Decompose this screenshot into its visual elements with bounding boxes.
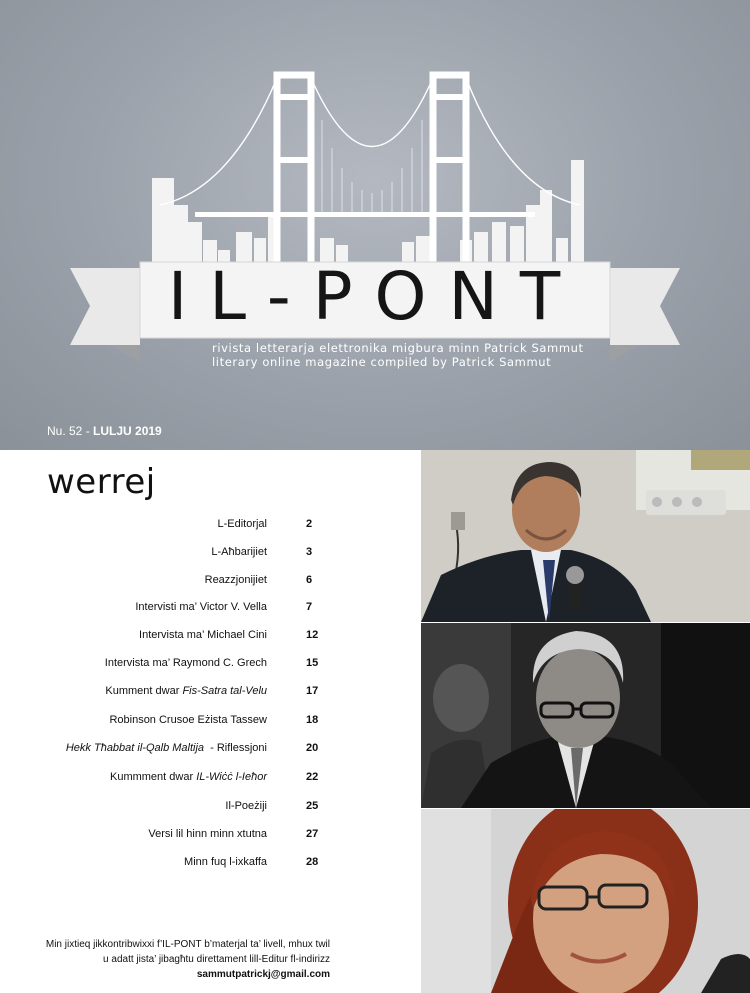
toc-item[interactable] [40, 601, 330, 619]
toc-item-text: Kumment dwar [105, 685, 183, 697]
toc-item-page: 2 [306, 518, 313, 530]
toc-item-page: 20 [306, 742, 319, 754]
toc-item[interactable] [40, 546, 330, 564]
toc-item-text: Il-Poeżiji [225, 800, 267, 812]
toc-item-label [225, 800, 267, 812]
toc-item-label [105, 657, 267, 669]
toc-item-text: Intervisti ma’ Victor V. Vella [135, 601, 267, 613]
toc-item-page: 17 [306, 685, 319, 697]
toc-item-label [105, 685, 267, 697]
toc-item[interactable] [40, 742, 330, 760]
toc-item-label [205, 574, 267, 586]
toc-item[interactable] [40, 629, 330, 647]
toc-item-label [109, 714, 267, 726]
contribution-text: Min jixtieq jikkontribwixxi f’IL-PONT b’materjal ta’ livell, mhux twil u adatt jista’ jibagħtu direttament lill-Editur fl-indirizz [45, 939, 330, 965]
toc-item[interactable] [40, 800, 330, 818]
toc-item-label [110, 771, 267, 783]
toc-item-label [217, 518, 267, 530]
toc-item-label [66, 742, 267, 754]
photo-michael-cini [421, 623, 750, 808]
toc-item[interactable] [40, 685, 330, 703]
toc-item-page: 15 [306, 657, 319, 669]
toc-item-page: 6 [306, 574, 313, 586]
toc-item[interactable] [40, 574, 330, 592]
toc-item-page: 7 [306, 601, 313, 613]
tagline-maltese: rivista letterarja elettronika migbura minn Patrick Sammut [212, 341, 584, 355]
toc-item-label [148, 828, 267, 840]
issue-label [47, 424, 162, 438]
toc-item-text: Minn fuq l-ixkaffa [184, 856, 267, 868]
toc-item[interactable] [40, 771, 330, 789]
toc-item-text: Intervista ma’ Raymond C. Grech [104, 657, 267, 669]
toc-item-page: 22 [306, 771, 319, 783]
toc-item-label [184, 856, 267, 868]
photo-raymond-grech [421, 809, 750, 993]
toc-item[interactable] [40, 856, 330, 874]
toc-item[interactable] [40, 657, 330, 675]
toc-item-page: 28 [306, 856, 319, 868]
tagline-english: literary online magazine compiled by Patrick Sammut [212, 355, 552, 369]
issue-date: LULJU 2019 [93, 424, 162, 438]
toc-item-text: Reazzjonijiet [204, 574, 267, 586]
toc-item-page: 12 [306, 629, 319, 641]
toc-item-page: 27 [306, 828, 319, 840]
cover-banner [0, 0, 750, 450]
photo-victor-vella [421, 450, 750, 622]
toc-item-title: Fis-Satra tal-Velu [182, 685, 267, 697]
toc-item-text: Intervista ma’ Michael Cini [139, 629, 267, 641]
toc-item-label [211, 546, 267, 558]
toc-item-text: Kummment dwar [109, 771, 197, 783]
toc-item[interactable] [40, 828, 330, 846]
toc-item[interactable] [40, 518, 330, 536]
toc-item[interactable] [40, 714, 330, 732]
toc-item-label [139, 629, 267, 641]
toc-item-text: L-Aħbarijiet [211, 546, 267, 558]
magazine-title: IL-PONT [167, 258, 583, 335]
toc-item-text: Robinson Crusoe Eżista Tassew [109, 714, 267, 726]
toc-item-page: 18 [306, 714, 319, 726]
toc-item-title: Hekk Tħabbat il-Qalb Maltija [65, 742, 205, 754]
toc-item-text: - Riflessjoni [204, 742, 267, 754]
toc-item-text: Versi lil hinn minn xtutna [148, 828, 267, 840]
contact-email[interactable]: sammutpatrickj@gmail.com [196, 969, 330, 980]
toc-heading: werrej [47, 462, 156, 502]
toc-item-page: 3 [306, 546, 313, 558]
bridge-skyline-logo [0, 0, 750, 450]
toc-item-text: L-Editorjal [217, 518, 267, 530]
toc-item-label [135, 601, 267, 613]
toc-item-title: IL-Wiċċ l-Ieħor [196, 771, 267, 783]
contribution-note [40, 937, 330, 982]
toc-item-page: 25 [306, 800, 319, 812]
issue-number: Nu. 52 - [47, 424, 94, 438]
